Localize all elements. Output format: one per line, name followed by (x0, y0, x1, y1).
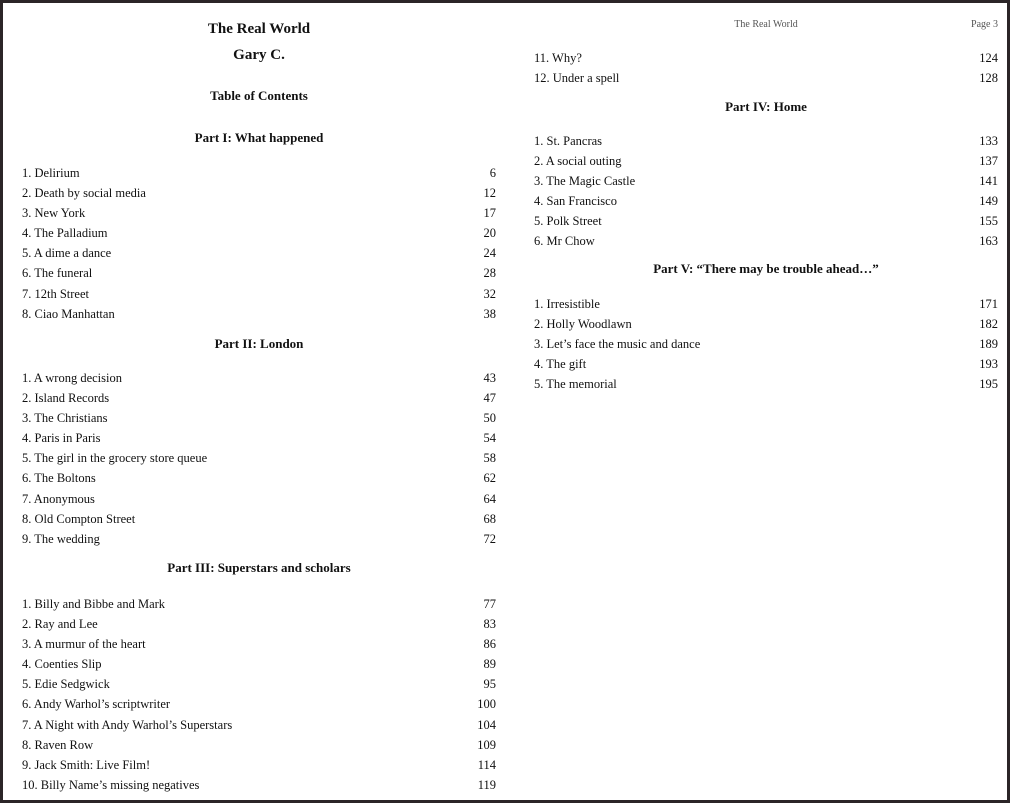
toc-entry[interactable] (22, 428, 496, 448)
page-number: 95 (483, 677, 496, 692)
chapter-title: 5. The girl in the grocery store queue (22, 451, 208, 466)
toc-entry[interactable] (534, 171, 998, 191)
chapter-title: 4. The Palladium (22, 226, 108, 241)
toc-entry[interactable] (534, 354, 998, 374)
page-number: 20 (483, 226, 496, 241)
running-head (534, 18, 998, 32)
page-number: 68 (483, 511, 496, 526)
chapter-title: 2. Ray and Lee (22, 617, 98, 632)
page-number: 124 (979, 51, 998, 65)
chapter-title: 4. Coenties Slip (22, 657, 102, 672)
page-number: 104 (477, 717, 496, 732)
book-author: Gary C. (233, 47, 285, 63)
chapter-title: 1. Delirium (22, 166, 80, 180)
page-number: 6 (489, 166, 496, 180)
toc-entry[interactable] (22, 304, 496, 324)
page-number: 195 (979, 377, 998, 392)
toc-entry[interactable] (22, 509, 496, 529)
chapter-title: 3. The Magic Castle (534, 174, 636, 189)
page-number: 109 (477, 737, 496, 752)
page-number: 17 (483, 206, 496, 221)
page-label: Page 3 (971, 19, 998, 30)
toc-entry[interactable] (534, 211, 998, 231)
page-number: 155 (979, 214, 998, 229)
toc-entry[interactable] (22, 674, 496, 694)
toc-entry[interactable] (534, 334, 998, 354)
toc-entry[interactable] (22, 529, 496, 549)
chapter-title: 3. The Christians (22, 411, 108, 426)
toc-list (22, 163, 496, 324)
toc-entry[interactable] (22, 614, 496, 634)
chapter-title: 8. Old Compton Street (22, 511, 136, 526)
toc-entry[interactable] (534, 48, 998, 68)
chapter-title: 10. Billy Name’s missing negatives (22, 777, 200, 792)
toc-entry[interactable] (22, 203, 496, 223)
chapter-title: 5. A dime a dance (22, 246, 112, 261)
part-heading: Part II: London (214, 336, 304, 351)
page-number: 149 (979, 194, 998, 209)
toc-entry[interactable] (534, 374, 998, 394)
toc-entry[interactable] (22, 263, 496, 283)
chapter-title: 5. Polk Street (534, 214, 602, 229)
chapter-title: 5. The memorial (534, 377, 617, 392)
toc-entry[interactable] (22, 755, 496, 775)
toc-entry[interactable] (534, 131, 998, 151)
chapter-title: 4. The gift (534, 357, 587, 372)
chapter-title: 7. Anonymous (22, 491, 95, 506)
toc-entry[interactable] (22, 489, 496, 509)
chapter-title: 4. Paris in Paris (22, 431, 101, 446)
toc-entry[interactable] (534, 68, 998, 88)
toc-entry[interactable] (22, 284, 496, 304)
page-number: 58 (483, 451, 496, 466)
toc-entry[interactable] (22, 183, 496, 203)
page-number: 72 (483, 531, 496, 546)
chapter-title: 2. Island Records (22, 391, 110, 406)
page-number: 193 (979, 357, 998, 372)
page-number: 54 (483, 431, 496, 446)
chapter-title: 6. The Boltons (22, 471, 96, 486)
chapter-title: 12. Under a spell (534, 71, 620, 86)
page-number: 38 (483, 306, 496, 321)
page-number: 64 (483, 491, 496, 506)
page-number: 89 (483, 657, 496, 672)
chapter-title: 6. Andy Warhol’s scriptwriter (22, 697, 171, 712)
page-number: 141 (979, 174, 998, 189)
page-number: 28 (483, 266, 496, 281)
toc-entry[interactable] (534, 314, 998, 334)
page-number: 133 (979, 134, 998, 148)
toc-list (534, 131, 998, 252)
page-number: 12 (483, 186, 496, 201)
toc-entry[interactable] (534, 151, 998, 171)
chapter-title: 5. Edie Sedgwick (22, 677, 110, 692)
chapter-title: 1. Irresistible (534, 297, 600, 311)
book-title: The Real World (207, 21, 311, 37)
page-number: 182 (979, 317, 998, 332)
toc-entry[interactable] (22, 634, 496, 654)
part-heading: Part IV: Home (725, 99, 807, 114)
page-number: 43 (483, 371, 496, 385)
page-number: 114 (477, 757, 496, 772)
chapter-title: 9. The wedding (22, 531, 100, 546)
toc-list (534, 48, 998, 88)
toc-entry[interactable] (22, 468, 496, 488)
toc-entry[interactable] (22, 775, 496, 795)
toc-entry[interactable] (22, 223, 496, 243)
toc-entry[interactable] (22, 408, 496, 428)
page-number: 32 (483, 286, 496, 301)
page-number: 24 (483, 246, 496, 261)
toc-entry[interactable] (22, 388, 496, 408)
page-number: 171 (979, 297, 998, 311)
page-number: 77 (483, 597, 496, 611)
toc-entry[interactable] (22, 594, 496, 614)
page-number: 119 (477, 777, 496, 792)
page-number: 62 (483, 471, 496, 486)
chapter-title: 6. The funeral (22, 266, 93, 281)
page-number: 100 (477, 697, 496, 712)
toc-entry[interactable] (22, 654, 496, 674)
toc-entry[interactable] (22, 163, 496, 183)
page-number: 128 (979, 71, 998, 86)
running-head-title: The Real World (734, 19, 798, 30)
toc-entry[interactable] (534, 231, 998, 251)
part-heading: Part III: Superstars and scholars (167, 560, 351, 575)
toc-entry[interactable] (22, 448, 496, 468)
page-number: 83 (483, 617, 496, 632)
chapter-title: 7. 12th Street (22, 286, 90, 301)
toc-list (22, 368, 496, 549)
toc-list (534, 294, 998, 394)
toc-entry[interactable] (22, 368, 496, 388)
page-number: 163 (979, 234, 998, 249)
chapter-title: 1. Billy and Bibbe and Mark (22, 597, 166, 611)
toc-entry[interactable] (22, 715, 496, 735)
toc-heading: Table of Contents (210, 88, 308, 103)
toc-entry[interactable] (534, 191, 998, 211)
toc-entry[interactable] (22, 735, 496, 755)
chapter-title: 3. A murmur of the heart (22, 637, 146, 652)
page-number: 50 (483, 411, 496, 426)
chapter-title: 6. Mr Chow (534, 234, 595, 249)
page-number: 47 (483, 391, 496, 406)
chapter-title: 4. San Francisco (534, 194, 617, 209)
chapter-title: 3. Let’s face the music and dance (534, 337, 701, 352)
page-number: 189 (979, 337, 998, 352)
chapter-title: 1. A wrong decision (22, 371, 122, 385)
chapter-title: 7. A Night with Andy Warhol’s Superstars (22, 717, 233, 732)
part-heading: Part V: “There may be trouble ahead…” (653, 261, 879, 276)
page-number: 137 (979, 154, 998, 169)
chapter-title: 8. Ciao Manhattan (22, 306, 115, 321)
chapter-title: 8. Raven Row (22, 737, 94, 752)
toc-list (22, 594, 496, 795)
toc-entry[interactable] (534, 294, 998, 314)
part-heading: Part I: What happened (194, 130, 324, 145)
toc-entry[interactable] (22, 243, 496, 263)
chapter-title: 2. Holly Woodlawn (534, 317, 632, 332)
chapter-title: 9. Jack Smith: Live Film! (22, 757, 151, 772)
chapter-title: 2. A social outing (534, 154, 622, 169)
toc-entry[interactable] (22, 694, 496, 714)
chapter-title: 11. Why? (534, 51, 582, 65)
chapter-title: 2. Death by social media (22, 186, 146, 201)
page-number: 86 (483, 637, 496, 652)
chapter-title: 3. New York (22, 206, 86, 221)
chapter-title: 1. St. Pancras (534, 134, 603, 148)
